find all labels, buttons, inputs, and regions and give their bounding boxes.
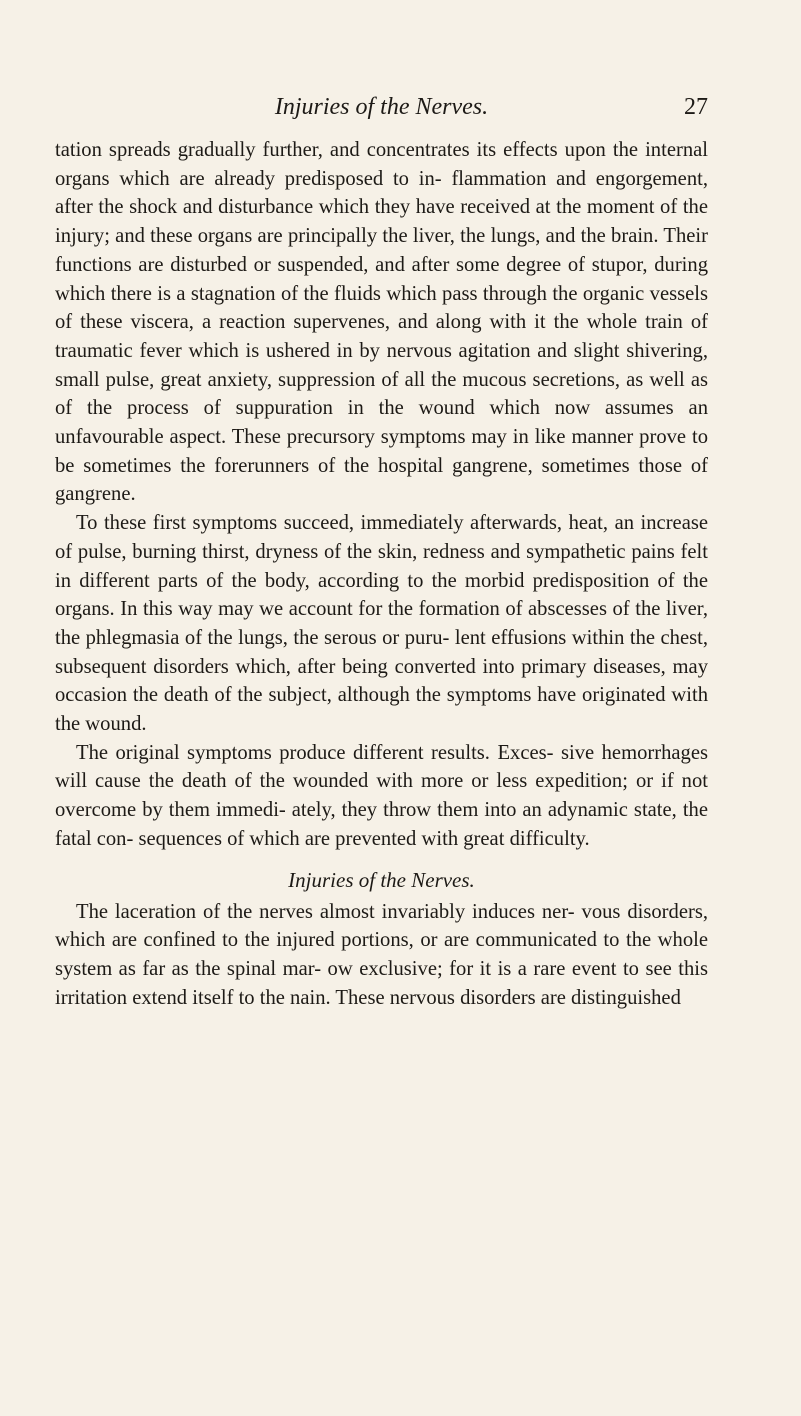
- running-head: Injuries of the Nerves.: [274, 94, 489, 120]
- paragraph-continuation: tation spreads gradually further, and concentrates its effects upon the internal organs which are already predisposed to in- flammation and engorgement, after the shock and disturbance which they have received at the moment of the injury; and these organs are principally the liver, the lungs, and the brain. Their functions are disturbed or suspended, and after some degree of stupor, during which there is a stagnation of the fluids which pass through the organic vessels of these viscera, a reaction supervenes, and along with it the whole train of traumatic fever which is ushered in by nervous agitation and slight shivering, small pulse, great anxiety, suppression of all the mucous secretions, as well as of the process of suppuration in the wound which now assumes an unfavourable aspect. These precursory symptoms may in like manner prove to be sometimes the forerunners of the hospital gangrene, sometimes those of gangrene.: [55, 139, 708, 506]
- paragraph-original-symptoms: The original symptoms produce different results. Exces- sive hemorrhages will cause the death of the wounded with more or less expedition; or if not overcome by them immedi- ately, they throw them into an adynamic state, the fatal con- sequences of which are prevented with great difficulty.: [55, 741, 708, 850]
- page-header: [55, 94, 708, 128]
- section-title: Injuries of the Nerves.: [288, 867, 475, 892]
- paragraph-nerves: The laceration of the nerves almost invariably induces ner- vous disorders, which are confined to the injured portions, or are communicated to the whole system as far as the spinal mar- ow exclusive; for it is a rare event to see this irritation extend itself to the nain. These nervous disorders are distinguished: [55, 900, 708, 1009]
- paragraph-first-symptoms: To these first symptoms succeed, immediately afterwards, heat, an increase of pulse, burning thirst, dryness of the skin, redness and sympathetic pains felt in different parts of the body, according to the morbid predisposition of the organs. In this way may we account for the formation of abscesses of the liver, the phlegmasia of the lungs, the serous or puru- lent effusions within the chest, subsequent disorders which, after being converted into primary diseases, may occasion the death of the subject, although the symptoms have originated with the wound.: [55, 512, 708, 736]
- page-number: 27: [684, 94, 708, 120]
- page-body: [55, 136, 708, 1012]
